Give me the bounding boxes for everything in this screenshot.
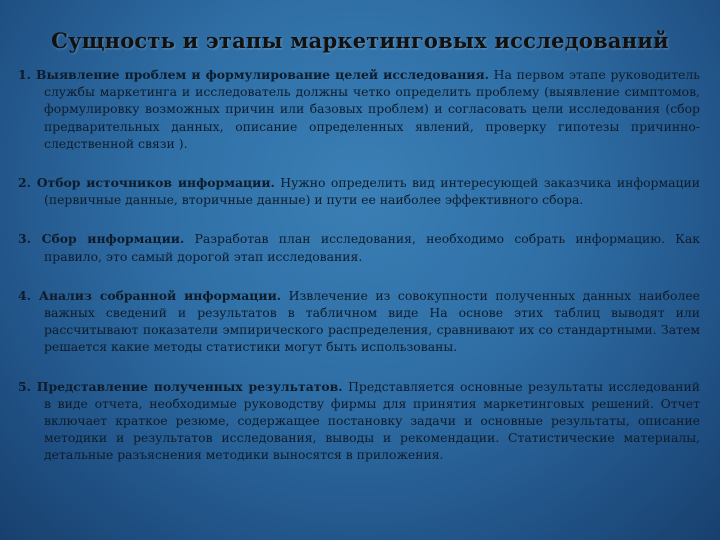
list-item-2 (18, 174, 700, 208)
slide-content (18, 66, 700, 486)
list-item-3 (18, 230, 700, 264)
item-text: Разработав план исследования, необходимо собрать информацию. Как правило, это самый дорогой этап исследования. (44, 231, 700, 264)
list-item-1 (18, 66, 700, 152)
list-item-5 (18, 378, 700, 464)
item-heading: 5. Представление полученных результатов. (18, 378, 343, 394)
item-heading: 2. Отбор источников информации. (18, 175, 275, 191)
item-text: Нужно определить вид интересующей заказчика информации (первичные данные, вторичные данные) и пути ее наиболее эффективного сбора. (44, 175, 700, 208)
item-heading: 4. Анализ собранной информации. (18, 287, 282, 303)
item-heading: 1. Выявление проблем и формулирование целей исследования. (18, 67, 489, 82)
item-text: На первом этапе руководитель службы маркетинга и исследователь должны четко определить проблему (выявление симптомов, формулировку возможных причин или базовых проблем) и согласовать цели исследования (сбор предварительных данных, описание определенных явлений, проверку гипотезы причинно-следственной связи ). (44, 67, 701, 151)
item-heading: 3. Сбор информации. (18, 231, 185, 247)
item-text: Извлечение из совокупности полученных данных наиболее важных сведений и результатов в табличном виде На основе этих таблиц выводят или рассчитывают показатели эмпирического распределения, сравнивают их со стандартными. Затем решается какие методы статистики могут быть использованы. (44, 287, 700, 355)
list-item-4 (18, 287, 700, 356)
item-text: Представляется основные результаты исследований в виде отчета, необходимые руководству фирмы для принятия маркетинговых решений. Отчет включает краткое резюме, содержащее постановку задачи и основные результаты, описание методики и результатов исследования, выводы и рекомендации. Статистические материалы, детальные разъяснения методики выносятся в приложения. (44, 378, 700, 463)
slide-title: Сущность и этапы маркетинговых исследований (51, 28, 669, 53)
